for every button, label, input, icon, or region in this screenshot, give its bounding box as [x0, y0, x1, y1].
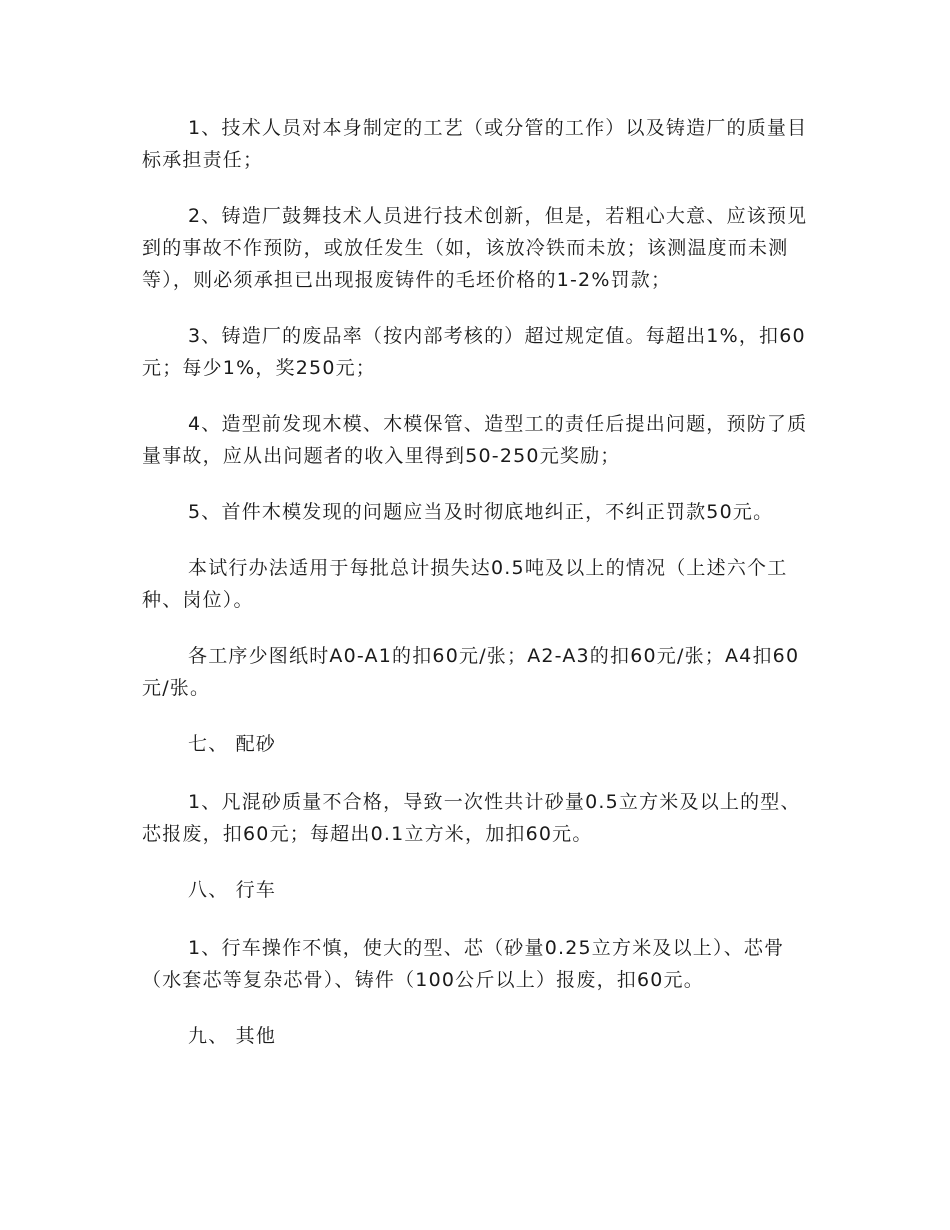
section-heading-crane: 八、 行车 [188, 879, 277, 901]
clause-sand-quality: 1、凡混砂质量不合格，导致一次性共计砂量0.5立方米及以上的型、芯报废，扣60元；每超出0.1立方米，加扣60元。 [142, 791, 801, 845]
clause-pattern-reward: 4、造型前发现木模、木模保管、造型工的责任后提出问题，预防了质量事故，应从出问题者的收入里得到50-250元奖励； [142, 413, 808, 467]
clause-innovation-penalty: 2、铸造厂鼓舞技术人员进行技术创新，但是，若粗心大意、应该预见到的事故不作预防，或放任发生（如，该放冷铁而未放；该测温度而未测等），则必须承担已出现报废铸件的毛坯价格的1-2%罚款； [142, 205, 808, 291]
clause-technician-responsibility: 1、技术人员对本身制定的工艺（或分管的工作）以及铸造厂的质量目标承担责任； [142, 117, 808, 171]
clause-crane-operation: 1、行车操作不慎，使大的型、芯（砂量0.25立方米及以上）、芯骨（水套芯等复杂芯骨）、铸件（100公斤以上）报废，扣60元。 [142, 937, 785, 991]
clause-scrap-rate: 3、铸造厂的废品率（按内部考核的）超过规定值。每超出1%，扣60元；每少1%，奖250元； [142, 325, 806, 379]
drawing-shortage-rule: 各工序少图纸时A0-A1的扣60元/张；A2-A3的扣60元/张；A4扣60元/张。 [142, 645, 800, 699]
scope-statement: 本试行办法适用于每批总计损失达0.5吨及以上的情况（上述六个工种、岗位）。 [142, 557, 788, 611]
section-heading-sand-mixing: 七、 配砂 [188, 733, 277, 755]
clause-first-pattern-correction: 5、首件木模发现的问题应当及时彻底地纠正，不纠正罚款50元。 [188, 501, 774, 523]
document-body [142, 112, 810, 1078]
section-heading-other: 九、 其他 [188, 1025, 277, 1047]
